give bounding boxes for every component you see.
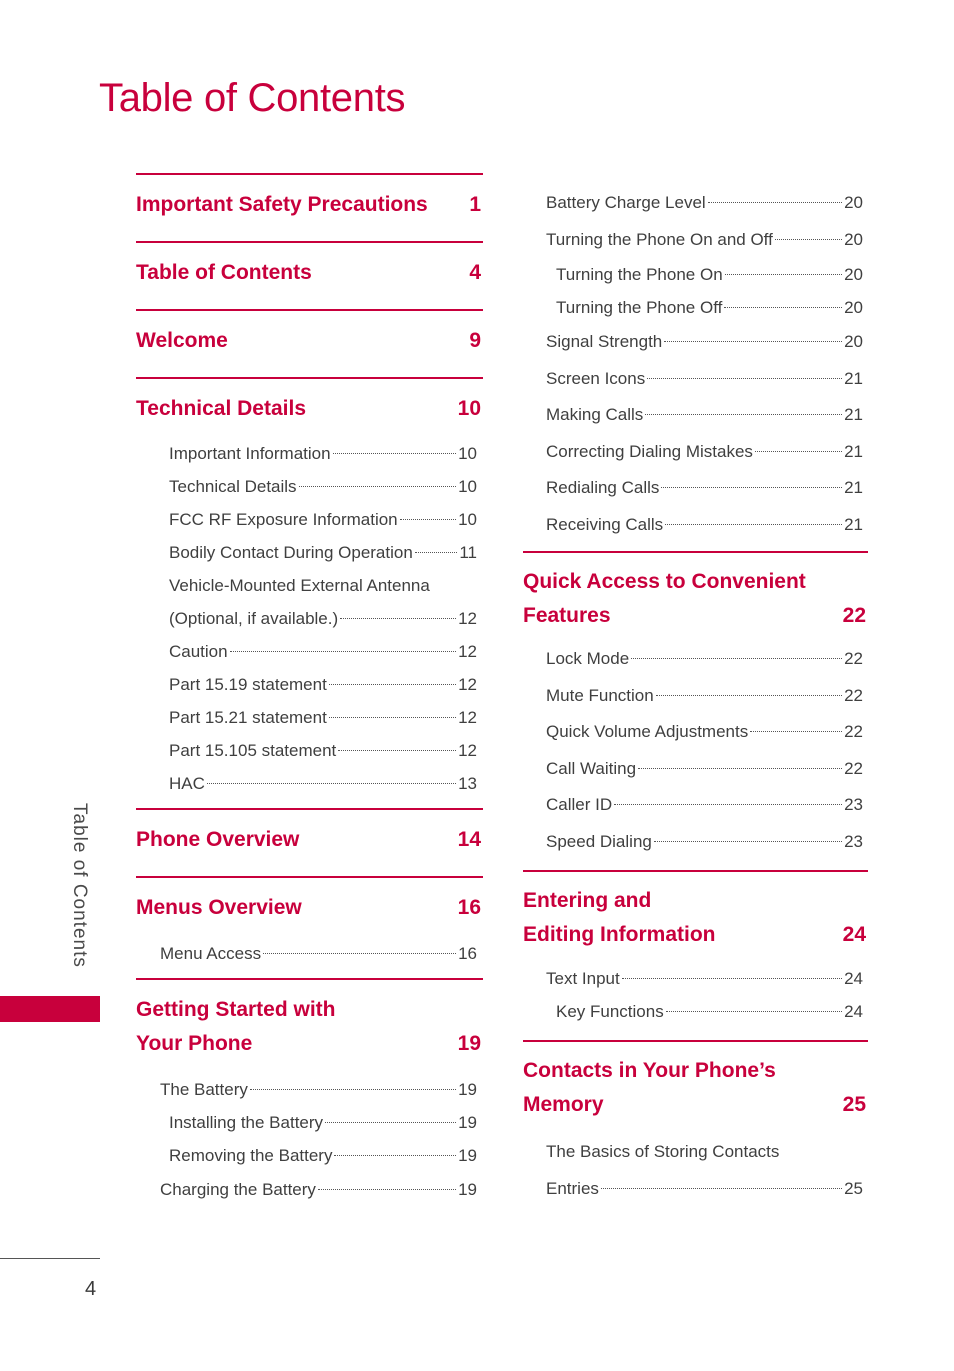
entry-page: 20 [844,265,863,284]
section-heading[interactable] [136,891,483,925]
toc-entry[interactable] [136,536,483,569]
entry-label: Entries [546,1178,599,1198]
dot-leader [338,749,456,751]
toc-entry[interactable] [523,787,868,824]
dot-leader [755,450,842,452]
toc-entry[interactable] [523,1171,868,1208]
dot-leader [750,730,842,732]
toc-entry[interactable] [136,470,483,503]
dot-leader [207,782,456,784]
toc-section [136,978,483,1209]
entry-page: 12 [458,642,477,661]
page-number: 4 [85,1278,97,1300]
entry-page: 21 [844,368,863,388]
dot-leader [724,306,842,308]
toc-section [136,173,483,241]
entry-label: Part 15.19 statement [169,675,327,694]
entry-label: Charging the Battery [160,1180,316,1199]
section-heading[interactable] [136,392,483,426]
entry-label: Battery Charge Level [546,193,706,212]
entry-label: Signal Strength [546,332,663,351]
entry-label: Redialing Calls [546,478,660,497]
section-page: 24 [842,923,866,946]
toc-entry[interactable] [523,434,868,471]
toc-entry[interactable] [136,569,483,602]
dot-leader [631,657,842,659]
section-title: Technical Details [136,397,307,420]
dot-leader [708,201,842,203]
toc-entry[interactable] [523,470,868,507]
section-page: 22 [842,604,866,627]
entry-label: Key Functions [556,1002,664,1021]
dot-leader [334,1154,456,1156]
entry-page: 25 [844,1178,863,1198]
page-title: Table of Contents [99,76,406,120]
toc-entry[interactable] [523,714,868,751]
dot-leader [333,452,457,454]
section-heading[interactable] [523,1054,868,1122]
entry-label: Correcting Dialing Mistakes [546,441,753,461]
toc-section [523,870,868,1040]
toc-section [136,241,483,309]
entry-page: 21 [844,405,863,424]
side-tab-marker [0,996,100,1022]
dot-leader [664,340,842,342]
dot-leader [654,840,842,842]
entry-page: 22 [844,685,863,705]
toc-entry[interactable] [523,361,868,398]
entry-label: Receiving Calls [546,514,664,534]
entry-label: HAC [169,774,205,793]
toc-right-column [523,185,868,1207]
entry-label: Removing the Battery [169,1146,333,1165]
footer-rule [0,1258,100,1259]
toc-entry[interactable] [136,734,483,767]
entry-page: 24 [844,1002,863,1021]
entry-label: Mute Function [546,685,654,705]
entry-page: 20 [844,332,863,351]
section-page: 10 [457,397,481,420]
dot-leader [614,803,842,805]
entry-label: Lock Mode [546,649,630,668]
toc-entry[interactable] [136,1172,483,1209]
entry-page: 20 [844,229,863,249]
entry-label: Making Calls [546,405,644,424]
section-title-line: Your Phone [136,1032,253,1055]
entry-page: 10 [458,444,477,463]
section-title-line: Getting Started with [136,998,336,1021]
section-page: 16 [457,896,481,919]
toc-section [523,1040,868,1207]
toc-section [523,551,868,870]
toc-entry[interactable] [136,1139,483,1172]
entry-label: Vehicle-Mounted External Antenna [169,576,430,595]
toc-entry[interactable] [523,291,868,324]
entry-page: 16 [458,944,477,963]
dot-leader [230,650,456,652]
toc-entry[interactable] [523,1134,868,1171]
dot-leader [340,617,456,619]
entry-page: 21 [844,478,863,497]
dot-leader [666,1010,842,1012]
toc-entry[interactable] [136,668,483,701]
entry-page: 21 [844,441,863,461]
entry-label: Menu Access [160,944,262,963]
toc-section [136,808,483,876]
section-page: 14 [457,828,481,851]
entry-label: Part 15.105 statement [169,741,337,760]
toc-entry[interactable] [523,258,868,291]
entry-label: The Battery [160,1080,248,1099]
entry-label: Speed Dialing [546,831,652,851]
toc-entry[interactable] [136,767,483,800]
toc-entry[interactable] [523,641,868,678]
toc-entry[interactable] [523,397,868,434]
entry-label: The Basics of Storing Contacts [546,1142,780,1161]
section-heading[interactable] [136,324,483,358]
toc-entry[interactable] [523,507,868,544]
dot-leader [400,518,456,520]
toc-section [136,309,483,377]
dot-leader [661,486,842,488]
dot-leader [250,1088,456,1090]
toc-entry[interactable] [136,602,483,635]
dot-leader [645,413,842,415]
entry-page: 24 [844,969,863,988]
toc-entry[interactable] [136,437,483,470]
entry-page: 22 [844,758,863,778]
entry-label: Caller ID [546,795,613,814]
entry-page: 22 [844,722,863,741]
dot-leader [665,523,842,525]
entry-label: Turning the Phone Off [556,298,723,317]
toc-left-column [136,173,483,1209]
section-page: 9 [469,329,481,352]
entry-label: Installing the Battery [169,1113,324,1132]
entry-page: 19 [458,1080,477,1099]
toc-entry[interactable] [136,503,483,536]
continued-entries [523,185,868,551]
section-page: 1 [469,193,481,216]
entry-label: Important Information [169,444,331,463]
entry-page: 10 [458,510,477,529]
section-title: Welcome [136,329,228,352]
entry-label: Part 15.21 statement [169,708,327,727]
section-title-line: Editing Information [523,923,716,946]
entry-label: (Optional, if available.) [169,609,339,628]
entry-label: Quick Volume Adjustments [546,722,749,741]
entry-page: 19 [458,1113,477,1132]
section-heading[interactable] [136,993,483,1061]
entry-page: 19 [458,1180,477,1199]
dot-leader [318,1188,456,1190]
entry-label: FCC RF Exposure Information [169,510,398,529]
entry-label: Call Waiting [546,758,637,778]
section-title-line: Contacts in Your Phone’s [523,1059,776,1082]
dot-leader [263,952,456,954]
toc-entry[interactable] [136,635,483,668]
dot-leader [601,1187,842,1189]
section-title-line: Features [523,604,611,627]
entry-page: 13 [458,774,477,793]
entry-page: 23 [844,795,863,814]
entry-label: Turning the Phone On and Off [546,229,773,249]
section-title: Phone Overview [136,828,300,851]
section-heading[interactable] [136,256,483,290]
section-title: Menus Overview [136,896,302,919]
toc-entry[interactable] [136,1073,483,1106]
section-page: 25 [842,1093,866,1116]
toc-entry[interactable] [136,937,483,970]
section-heading[interactable] [136,823,483,857]
section-title-line: Quick Access to Convenient [523,570,806,593]
dot-leader [656,694,842,696]
entry-page: 19 [458,1146,477,1165]
entry-page: 12 [458,675,477,694]
dot-leader [647,377,842,379]
entry-page: 11 [459,543,477,562]
entry-page: 21 [844,514,863,534]
entry-label: Text Input [546,969,620,988]
section-page: 4 [469,261,481,284]
dot-leader [329,716,456,718]
section-title-line: Entering and [523,889,652,912]
dot-leader [415,551,458,553]
toc-entry[interactable] [523,185,868,222]
section-heading[interactable] [136,188,483,222]
dot-leader [622,977,842,979]
entry-page: 12 [458,708,477,727]
toc-entry[interactable] [136,701,483,734]
entry-page: 12 [458,609,477,628]
dot-leader [725,273,842,275]
toc-section [136,876,483,978]
section-heading[interactable] [523,565,868,633]
toc-entry[interactable] [523,324,868,361]
section-title-line: Memory [523,1093,604,1116]
entry-page: 10 [458,477,477,496]
toc-entry[interactable] [523,962,868,995]
entry-label: Caution [169,642,228,661]
dot-leader [638,767,842,769]
section-page: 19 [457,1032,481,1055]
toc-entry[interactable] [523,824,868,861]
entry-label: Bodily Contact During Operation [169,543,413,562]
entry-page: 22 [844,649,863,668]
dot-leader [775,238,842,240]
entry-page: 12 [458,741,477,760]
dot-leader [329,683,456,685]
entry-page: 20 [844,298,863,317]
entry-page: 23 [844,831,863,851]
toc-entry[interactable] [523,678,868,715]
side-tab-label: Table of Contents [69,803,90,968]
entry-label: Screen Icons [546,368,646,388]
toc-entry[interactable] [523,751,868,788]
section-title: Table of Contents [136,261,312,284]
entry-label: Turning the Phone On [556,265,723,284]
section-title: Important Safety Precautions [136,193,428,216]
toc-entry[interactable] [523,995,868,1028]
toc-section [136,377,483,808]
dot-leader [299,485,457,487]
dot-leader [325,1121,456,1123]
toc-entry[interactable] [523,222,868,259]
section-heading[interactable] [523,884,868,952]
entry-page: 20 [844,193,863,212]
toc-entry[interactable] [136,1106,483,1139]
entry-label: Technical Details [169,477,297,496]
